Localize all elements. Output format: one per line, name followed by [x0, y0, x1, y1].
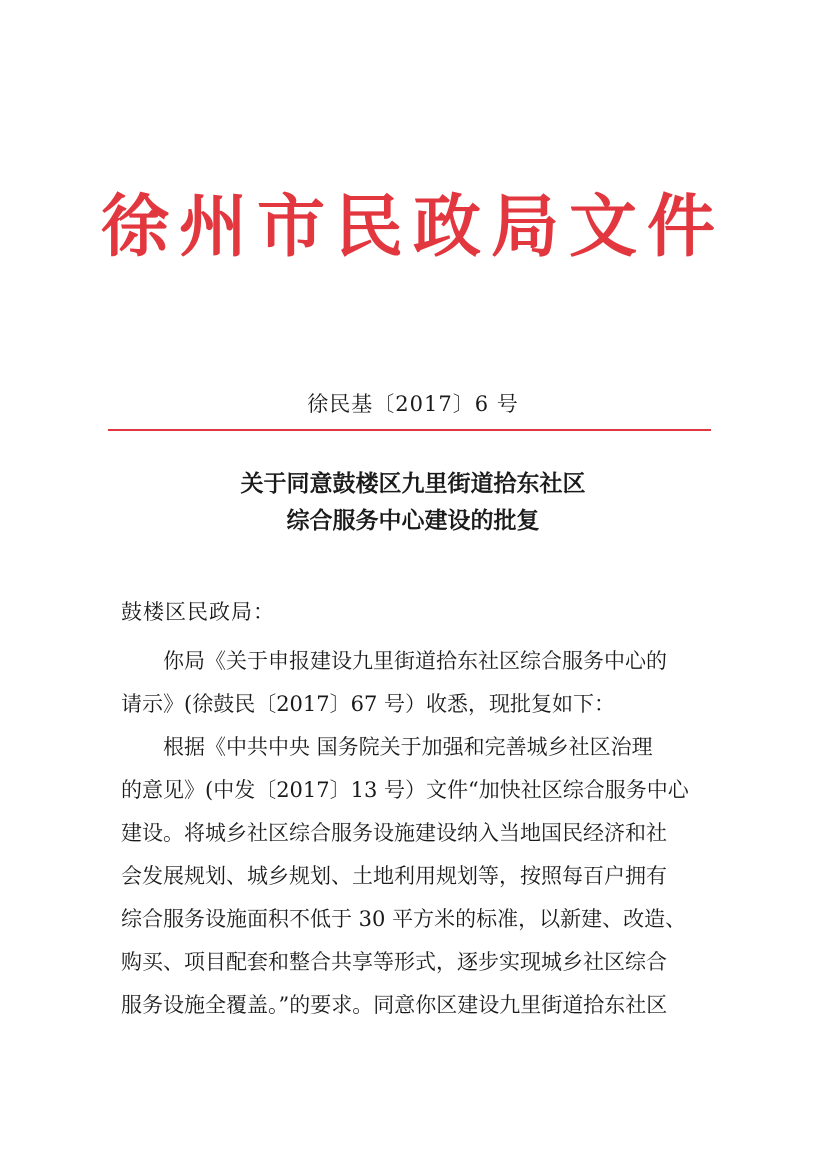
document-title	[0, 466, 826, 540]
paragraph-line: 服务设施全覆盖。”的要求。同意你区建设九里街道拾东社区	[121, 993, 668, 1017]
masthead-title: 徐州市民政局文件	[100, 187, 725, 267]
paragraph-line: 你局《关于申报建设九里街道拾东社区综合服务中心的	[163, 649, 667, 673]
paragraph-line: 综合服务设施面积不低于 30 平方米的标准，以新建、改造、	[121, 907, 687, 931]
document-body	[121, 640, 699, 1027]
paragraph-1	[121, 640, 699, 726]
title-line-1: 关于同意鼓楼区九里街道拾东社区	[240, 471, 586, 497]
paragraph-line: 根据《中共中央 国务院关于加强和完善城乡社区治理	[163, 735, 653, 759]
paragraph-line: 的意见》(中发〔2017〕13 号）文件“加快社区综合服务中心	[121, 778, 689, 802]
title-line-2: 综合服务中心建设的批复	[286, 508, 540, 534]
paragraph-line: 会发展规划、城乡规划、土地利用规划等，按照每百户拥有	[121, 864, 667, 888]
paragraph-line: 购买、项目配套和整合共享等形式，逐步实现城乡社区综合	[121, 950, 667, 974]
red-divider-rule	[108, 429, 711, 431]
paragraph-2	[121, 726, 699, 1027]
paragraph-line: 请示》(徐鼓民〔2017〕67 号）收悉，现批复如下：	[121, 692, 616, 716]
paragraph-line: 建设。将城乡社区综合服务设施建设纳入当地国民经济和社	[121, 821, 667, 845]
document-number: 徐民基〔2017〕6 号	[307, 392, 519, 416]
salutation: 鼓楼区民政局：	[121, 600, 275, 624]
